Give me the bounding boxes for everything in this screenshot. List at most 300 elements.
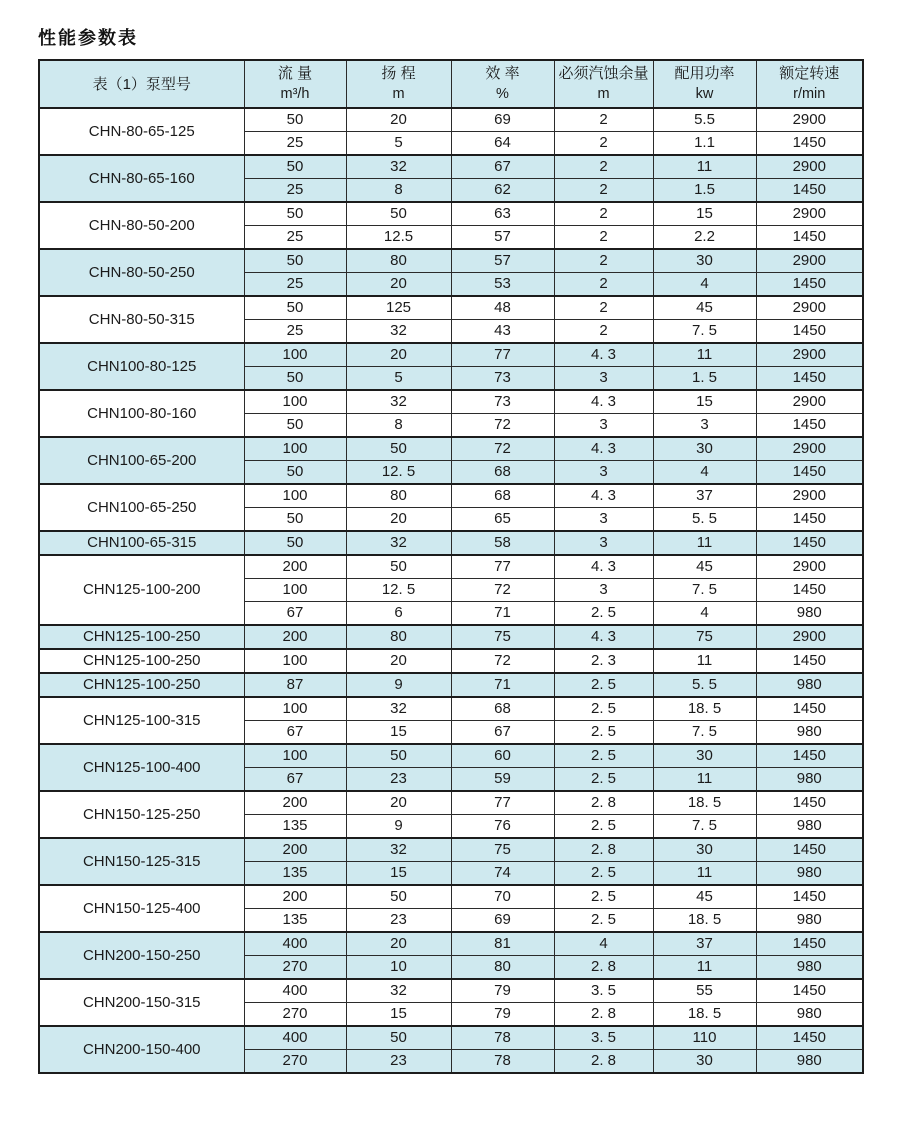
flow-cell: 50 xyxy=(244,461,346,485)
flow-cell: 400 xyxy=(244,932,346,956)
flow-cell: 87 xyxy=(244,673,346,697)
npsh-cell: 2. 5 xyxy=(554,721,653,745)
table-row xyxy=(39,649,863,673)
efficiency-cell: 72 xyxy=(451,414,554,438)
flow-cell: 50 xyxy=(244,367,346,391)
npsh-cell: 2 xyxy=(554,249,653,273)
model-cell: CHN-80-50-250 xyxy=(39,249,244,296)
table-row xyxy=(39,744,863,768)
power-cell: 18. 5 xyxy=(653,1003,756,1027)
head-cell: 32 xyxy=(346,320,451,344)
power-cell: 11 xyxy=(653,531,756,555)
efficiency-cell: 80 xyxy=(451,956,554,980)
efficiency-cell: 81 xyxy=(451,932,554,956)
npsh-cell: 2. 5 xyxy=(554,885,653,909)
flow-cell: 270 xyxy=(244,1050,346,1074)
speed-cell: 1450 xyxy=(756,649,863,673)
header-flow-unit: m³/h xyxy=(280,86,310,103)
npsh-cell: 2. 5 xyxy=(554,768,653,792)
head-cell: 20 xyxy=(346,343,451,367)
speed-cell: 1450 xyxy=(756,838,863,862)
speed-cell: 1450 xyxy=(756,1026,863,1050)
head-cell: 50 xyxy=(346,885,451,909)
power-cell: 4 xyxy=(653,461,756,485)
power-cell: 1.5 xyxy=(653,179,756,203)
table-row xyxy=(39,555,863,579)
table-row xyxy=(39,390,863,414)
head-cell: 9 xyxy=(346,673,451,697)
speed-cell: 2900 xyxy=(756,202,863,226)
head-cell: 12. 5 xyxy=(346,579,451,602)
head-cell: 5 xyxy=(346,367,451,391)
header-npsh-unit: m xyxy=(597,86,610,103)
head-cell: 6 xyxy=(346,602,451,626)
efficiency-cell: 71 xyxy=(451,673,554,697)
npsh-cell: 3 xyxy=(554,579,653,602)
power-cell: 11 xyxy=(653,649,756,673)
head-cell: 12.5 xyxy=(346,226,451,250)
power-cell: 3 xyxy=(653,414,756,438)
model-cell: CHN200-150-250 xyxy=(39,932,244,979)
speed-cell: 980 xyxy=(756,1003,863,1027)
header-head-unit: m xyxy=(392,86,405,103)
speed-cell: 980 xyxy=(756,602,863,626)
model-cell: CHN200-150-315 xyxy=(39,979,244,1026)
table-row xyxy=(39,108,863,132)
flow-cell: 135 xyxy=(244,862,346,886)
speed-cell: 2900 xyxy=(756,108,863,132)
npsh-cell: 3 xyxy=(554,414,653,438)
head-cell: 32 xyxy=(346,979,451,1003)
header-efficiency-name: 效 率 xyxy=(485,65,520,83)
efficiency-cell: 79 xyxy=(451,1003,554,1027)
flow-cell: 50 xyxy=(244,296,346,320)
speed-cell: 980 xyxy=(756,1050,863,1074)
speed-cell: 1450 xyxy=(756,697,863,721)
model-cell: CHN100-65-315 xyxy=(39,531,244,555)
efficiency-cell: 43 xyxy=(451,320,554,344)
performance-table xyxy=(38,59,864,1074)
power-cell: 18. 5 xyxy=(653,909,756,933)
model-cell: CHN125-100-250 xyxy=(39,673,244,697)
npsh-cell: 2 xyxy=(554,155,653,179)
head-cell: 20 xyxy=(346,791,451,815)
head-cell: 32 xyxy=(346,531,451,555)
head-cell: 9 xyxy=(346,815,451,839)
flow-cell: 67 xyxy=(244,602,346,626)
power-cell: 30 xyxy=(653,744,756,768)
efficiency-cell: 70 xyxy=(451,885,554,909)
speed-cell: 980 xyxy=(756,673,863,697)
efficiency-cell: 74 xyxy=(451,862,554,886)
power-cell: 11 xyxy=(653,956,756,980)
efficiency-cell: 75 xyxy=(451,625,554,649)
header-head-name: 扬 程 xyxy=(381,65,416,83)
model-cell: CHN150-125-250 xyxy=(39,791,244,838)
flow-cell: 200 xyxy=(244,838,346,862)
head-cell: 10 xyxy=(346,956,451,980)
flow-cell: 200 xyxy=(244,791,346,815)
speed-cell: 1450 xyxy=(756,932,863,956)
header-model: 表（1）泵型号 xyxy=(39,60,244,108)
speed-cell: 2900 xyxy=(756,155,863,179)
head-cell: 15 xyxy=(346,721,451,745)
power-cell: 15 xyxy=(653,202,756,226)
flow-cell: 200 xyxy=(244,555,346,579)
power-cell: 18. 5 xyxy=(653,791,756,815)
header-efficiency xyxy=(451,60,554,108)
speed-cell: 2900 xyxy=(756,343,863,367)
head-cell: 80 xyxy=(346,249,451,273)
head-cell: 32 xyxy=(346,155,451,179)
flow-cell: 100 xyxy=(244,649,346,673)
head-cell: 8 xyxy=(346,414,451,438)
flow-cell: 270 xyxy=(244,1003,346,1027)
model-cell: CHN150-125-315 xyxy=(39,838,244,885)
power-cell: 7. 5 xyxy=(653,815,756,839)
head-cell: 20 xyxy=(346,273,451,297)
speed-cell: 980 xyxy=(756,956,863,980)
flow-cell: 67 xyxy=(244,768,346,792)
npsh-cell: 2. 8 xyxy=(554,1050,653,1074)
npsh-cell: 2. 8 xyxy=(554,838,653,862)
npsh-cell: 2. 8 xyxy=(554,791,653,815)
model-cell: CHN125-100-200 xyxy=(39,555,244,625)
efficiency-cell: 75 xyxy=(451,838,554,862)
speed-cell: 1450 xyxy=(756,531,863,555)
efficiency-cell: 76 xyxy=(451,815,554,839)
efficiency-cell: 62 xyxy=(451,179,554,203)
speed-cell: 2900 xyxy=(756,249,863,273)
efficiency-cell: 68 xyxy=(451,484,554,508)
speed-cell: 2900 xyxy=(756,484,863,508)
power-cell: 1.1 xyxy=(653,132,756,156)
speed-cell: 1450 xyxy=(756,273,863,297)
flow-cell: 67 xyxy=(244,721,346,745)
npsh-cell: 4. 3 xyxy=(554,343,653,367)
page-title: 性能参数表 xyxy=(38,28,138,48)
flow-cell: 50 xyxy=(244,202,346,226)
npsh-cell: 2 xyxy=(554,296,653,320)
efficiency-cell: 65 xyxy=(451,508,554,532)
table-row xyxy=(39,343,863,367)
model-cell: CHN100-80-125 xyxy=(39,343,244,390)
speed-cell: 1450 xyxy=(756,320,863,344)
power-cell: 11 xyxy=(653,768,756,792)
npsh-cell: 4 xyxy=(554,932,653,956)
npsh-cell: 4. 3 xyxy=(554,437,653,461)
efficiency-cell: 67 xyxy=(451,721,554,745)
model-cell: CHN125-100-250 xyxy=(39,625,244,649)
efficiency-cell: 77 xyxy=(451,791,554,815)
efficiency-cell: 57 xyxy=(451,249,554,273)
flow-cell: 100 xyxy=(244,579,346,602)
power-cell: 75 xyxy=(653,625,756,649)
npsh-cell: 2 xyxy=(554,226,653,250)
speed-cell: 1450 xyxy=(756,508,863,532)
speed-cell: 980 xyxy=(756,815,863,839)
speed-cell: 1450 xyxy=(756,791,863,815)
npsh-cell: 3 xyxy=(554,461,653,485)
head-cell: 50 xyxy=(346,437,451,461)
speed-cell: 1450 xyxy=(756,744,863,768)
header-speed-unit: r/min xyxy=(793,86,826,103)
head-cell: 5 xyxy=(346,132,451,156)
power-cell: 15 xyxy=(653,390,756,414)
npsh-cell: 2 xyxy=(554,273,653,297)
flow-cell: 400 xyxy=(244,1026,346,1050)
flow-cell: 50 xyxy=(244,414,346,438)
efficiency-cell: 53 xyxy=(451,273,554,297)
header-power-name: 配用功率 xyxy=(674,65,735,83)
power-cell: 30 xyxy=(653,249,756,273)
power-cell: 11 xyxy=(653,862,756,886)
table-row xyxy=(39,437,863,461)
speed-cell: 1450 xyxy=(756,885,863,909)
flow-cell: 50 xyxy=(244,155,346,179)
npsh-cell: 3. 5 xyxy=(554,979,653,1003)
model-cell: CHN-80-65-125 xyxy=(39,108,244,155)
model-cell: CHN-80-50-200 xyxy=(39,202,244,249)
power-cell: 30 xyxy=(653,1050,756,1074)
table-row xyxy=(39,979,863,1003)
header-flow-name: 流 量 xyxy=(277,65,313,83)
power-cell: 5.5 xyxy=(653,108,756,132)
flow-cell: 135 xyxy=(244,909,346,933)
flow-cell: 270 xyxy=(244,956,346,980)
flow-cell: 100 xyxy=(244,484,346,508)
efficiency-cell: 72 xyxy=(451,437,554,461)
table-row xyxy=(39,838,863,862)
npsh-cell: 2. 5 xyxy=(554,862,653,886)
power-cell: 5. 5 xyxy=(653,508,756,532)
model-cell: CHN-80-50-315 xyxy=(39,296,244,343)
power-cell: 37 xyxy=(653,484,756,508)
head-cell: 20 xyxy=(346,508,451,532)
efficiency-cell: 71 xyxy=(451,602,554,626)
efficiency-cell: 64 xyxy=(451,132,554,156)
speed-cell: 980 xyxy=(756,721,863,745)
efficiency-cell: 78 xyxy=(451,1026,554,1050)
header-head xyxy=(346,60,451,108)
flow-cell: 25 xyxy=(244,320,346,344)
npsh-cell: 4. 3 xyxy=(554,390,653,414)
head-cell: 80 xyxy=(346,484,451,508)
npsh-cell: 3 xyxy=(554,508,653,532)
speed-cell: 1450 xyxy=(756,979,863,1003)
efficiency-cell: 60 xyxy=(451,744,554,768)
npsh-cell: 2. 5 xyxy=(554,697,653,721)
speed-cell: 1450 xyxy=(756,414,863,438)
head-cell: 20 xyxy=(346,108,451,132)
efficiency-cell: 68 xyxy=(451,461,554,485)
table-row xyxy=(39,296,863,320)
npsh-cell: 2. 5 xyxy=(554,815,653,839)
flow-cell: 100 xyxy=(244,697,346,721)
npsh-cell: 2 xyxy=(554,108,653,132)
efficiency-cell: 57 xyxy=(451,226,554,250)
speed-cell: 2900 xyxy=(756,625,863,649)
flow-cell: 200 xyxy=(244,625,346,649)
power-cell: 11 xyxy=(653,155,756,179)
speed-cell: 1450 xyxy=(756,226,863,250)
head-cell: 32 xyxy=(346,697,451,721)
flow-cell: 25 xyxy=(244,273,346,297)
model-cell: CHN100-65-200 xyxy=(39,437,244,484)
flow-cell: 50 xyxy=(244,508,346,532)
power-cell: 30 xyxy=(653,838,756,862)
power-cell: 18. 5 xyxy=(653,697,756,721)
head-cell: 12. 5 xyxy=(346,461,451,485)
flow-cell: 400 xyxy=(244,979,346,1003)
model-cell: CHN125-100-400 xyxy=(39,744,244,791)
npsh-cell: 4. 3 xyxy=(554,555,653,579)
flow-cell: 25 xyxy=(244,226,346,250)
efficiency-cell: 73 xyxy=(451,390,554,414)
header-speed xyxy=(756,60,863,108)
power-cell: 4 xyxy=(653,602,756,626)
head-cell: 32 xyxy=(346,390,451,414)
power-cell: 30 xyxy=(653,437,756,461)
npsh-cell: 2 xyxy=(554,202,653,226)
speed-cell: 2900 xyxy=(756,437,863,461)
flow-cell: 100 xyxy=(244,744,346,768)
flow-cell: 100 xyxy=(244,437,346,461)
speed-cell: 980 xyxy=(756,909,863,933)
speed-cell: 1450 xyxy=(756,461,863,485)
flow-cell: 100 xyxy=(244,390,346,414)
header-row xyxy=(39,60,863,108)
power-cell: 11 xyxy=(653,343,756,367)
efficiency-cell: 79 xyxy=(451,979,554,1003)
npsh-cell: 2. 3 xyxy=(554,649,653,673)
efficiency-cell: 77 xyxy=(451,555,554,579)
head-cell: 23 xyxy=(346,909,451,933)
power-cell: 45 xyxy=(653,296,756,320)
power-cell: 4 xyxy=(653,273,756,297)
head-cell: 20 xyxy=(346,649,451,673)
header-npsh-name: 必须汽蚀余量 xyxy=(558,65,649,83)
model-cell: CHN100-80-160 xyxy=(39,390,244,437)
table-row xyxy=(39,531,863,555)
efficiency-cell: 73 xyxy=(451,367,554,391)
flow-cell: 135 xyxy=(244,815,346,839)
npsh-cell: 4. 3 xyxy=(554,625,653,649)
head-cell: 50 xyxy=(346,1026,451,1050)
efficiency-cell: 68 xyxy=(451,697,554,721)
table-row xyxy=(39,932,863,956)
npsh-cell: 2 xyxy=(554,132,653,156)
table-row xyxy=(39,673,863,697)
flow-cell: 50 xyxy=(244,249,346,273)
speed-cell: 980 xyxy=(756,862,863,886)
model-cell: CHN125-100-315 xyxy=(39,697,244,744)
power-cell: 7. 5 xyxy=(653,320,756,344)
flow-cell: 100 xyxy=(244,343,346,367)
power-cell: 110 xyxy=(653,1026,756,1050)
npsh-cell: 2 xyxy=(554,320,653,344)
head-cell: 50 xyxy=(346,744,451,768)
table-row xyxy=(39,1026,863,1050)
power-cell: 5. 5 xyxy=(653,673,756,697)
speed-cell: 1450 xyxy=(756,132,863,156)
power-cell: 7. 5 xyxy=(653,721,756,745)
head-cell: 20 xyxy=(346,932,451,956)
table-row xyxy=(39,791,863,815)
npsh-cell: 3. 5 xyxy=(554,1026,653,1050)
efficiency-cell: 69 xyxy=(451,108,554,132)
table-row xyxy=(39,484,863,508)
model-cell: CHN-80-65-160 xyxy=(39,155,244,202)
model-cell: CHN125-100-250 xyxy=(39,649,244,673)
npsh-cell: 2. 8 xyxy=(554,956,653,980)
head-cell: 50 xyxy=(346,555,451,579)
power-cell: 37 xyxy=(653,932,756,956)
speed-cell: 1450 xyxy=(756,367,863,391)
head-cell: 15 xyxy=(346,1003,451,1027)
npsh-cell: 2. 5 xyxy=(554,909,653,933)
speed-cell: 1450 xyxy=(756,179,863,203)
npsh-cell: 3 xyxy=(554,531,653,555)
flow-cell: 25 xyxy=(244,179,346,203)
efficiency-cell: 48 xyxy=(451,296,554,320)
efficiency-cell: 59 xyxy=(451,768,554,792)
model-cell: CHN100-65-250 xyxy=(39,484,244,531)
header-flow xyxy=(244,60,346,108)
head-cell: 32 xyxy=(346,838,451,862)
power-cell: 55 xyxy=(653,979,756,1003)
flow-cell: 25 xyxy=(244,132,346,156)
table-row xyxy=(39,249,863,273)
head-cell: 125 xyxy=(346,296,451,320)
efficiency-cell: 72 xyxy=(451,579,554,602)
efficiency-cell: 63 xyxy=(451,202,554,226)
npsh-cell: 2. 8 xyxy=(554,1003,653,1027)
head-cell: 23 xyxy=(346,768,451,792)
header-npsh xyxy=(554,60,653,108)
npsh-cell: 2. 5 xyxy=(554,744,653,768)
speed-cell: 1450 xyxy=(756,579,863,602)
npsh-cell: 2. 5 xyxy=(554,602,653,626)
efficiency-cell: 78 xyxy=(451,1050,554,1074)
power-cell: 7. 5 xyxy=(653,579,756,602)
table-body xyxy=(39,108,863,1073)
head-cell: 80 xyxy=(346,625,451,649)
model-cell: CHN150-125-400 xyxy=(39,885,244,932)
header-speed-name: 额定转速 xyxy=(779,65,840,83)
table-row xyxy=(39,885,863,909)
table-row xyxy=(39,625,863,649)
header-power xyxy=(653,60,756,108)
head-cell: 8 xyxy=(346,179,451,203)
header-power-unit: kw xyxy=(695,86,714,103)
efficiency-cell: 72 xyxy=(451,649,554,673)
power-cell: 45 xyxy=(653,555,756,579)
npsh-cell: 4. 3 xyxy=(554,484,653,508)
table-row xyxy=(39,202,863,226)
power-cell: 2.2 xyxy=(653,226,756,250)
head-cell: 15 xyxy=(346,862,451,886)
flow-cell: 50 xyxy=(244,108,346,132)
flow-cell: 200 xyxy=(244,885,346,909)
npsh-cell: 2 xyxy=(554,179,653,203)
head-cell: 50 xyxy=(346,202,451,226)
header-efficiency-unit: % xyxy=(496,86,509,103)
table-row xyxy=(39,155,863,179)
efficiency-cell: 77 xyxy=(451,343,554,367)
npsh-cell: 2. 5 xyxy=(554,673,653,697)
head-cell: 23 xyxy=(346,1050,451,1074)
